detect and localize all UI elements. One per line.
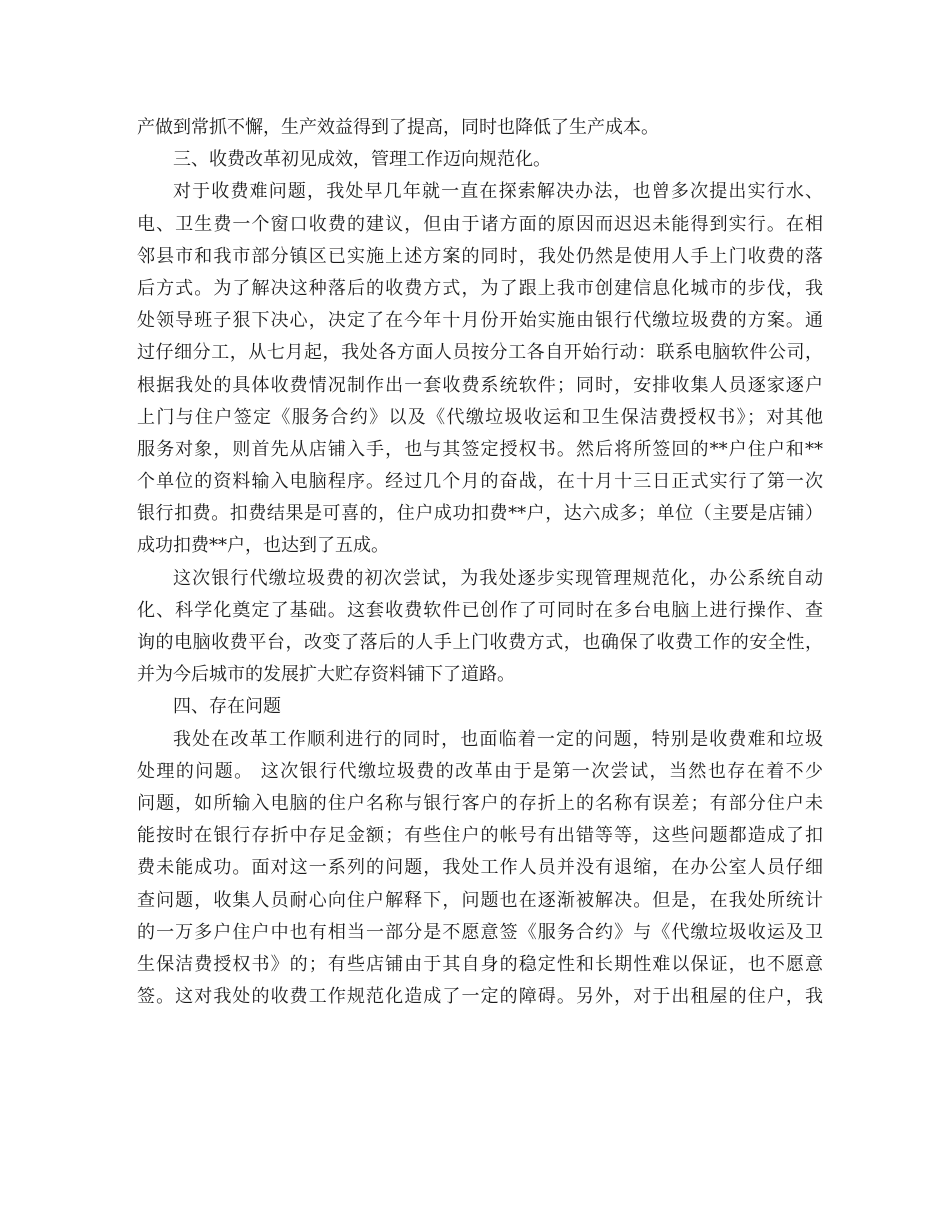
section-heading: 三、收费改革初见成效，管理工作迈向规范化。 — [173, 149, 551, 171]
text-line: 服务对象，则首先从店铺入手，也与其签定授权书。然后将所签回的**户住户和** — [137, 438, 823, 460]
text-line: 并为今后城市的发展扩大贮存资料铺下了道路。 — [137, 664, 515, 686]
text-line: 处理的问题。 这次银行代缴垃圾费的改革由于是第一次尝试，当然也存在着不少 — [137, 760, 823, 782]
text-line: 的一万多户住户中也有相当一部分是不愿意签《服务合约》与《代缴垃圾收运及卫 — [137, 921, 823, 943]
text-line: 电、卫生费一个窗口收费的建议，但由于诸方面的原因而迟迟未能得到实行。在相 — [137, 213, 823, 235]
text-line: 银行扣费。扣费结果是可喜的，住户成功扣费**户，达六成多；单位（主要是店铺） — [137, 503, 823, 525]
text-line: 查问题，收集人员耐心向住户解释下，问题也在逐渐被解决。但是，在我处所统计 — [137, 889, 823, 911]
text-line: 我处在改革工作顺利进行的同时，也面临着一定的问题，特别是收费难和垃圾 — [173, 728, 823, 750]
text-line: 费未能成功。面对这一系列的问题，我处工作人员并没有退缩，在办公室人员仔细 — [137, 857, 823, 879]
text-line: 成功扣费**户，也达到了五成。 — [137, 535, 389, 557]
text-line: 签。这对我处的收费工作规范化造成了一定的障碍。另外，对于出租屋的住户，我 — [137, 986, 823, 1008]
text-line: 后方式。为了解决这种落后的收费方式，为了跟上我市创建信息化城市的步伐，我 — [137, 277, 823, 299]
text-line: 邻县市和我市部分镇区已实施上述方案的同时，我处仍然是使用人手上门收费的落 — [137, 245, 823, 267]
text-line: 个单位的资料输入电脑程序。经过几个月的奋战，在十月十三日正式实行了第一次 — [137, 471, 823, 493]
text-line: 这次银行代缴垃圾费的初次尝试，为我处逐步实现管理规范化，办公系统自动 — [173, 567, 823, 589]
text-line: 上门与住户签定《服务合约》以及《代缴垃圾收运和卫生保洁费授权书》；对其他 — [137, 406, 823, 428]
document-body — [137, 112, 823, 1013]
text-line: 产做到常抓不懈，生产效益得到了提高，同时也降低了生产成本。 — [137, 117, 659, 138]
text-line: 问题，如所输入电脑的住户名称与银行客户的存折上的名称有误差；有部分住户未 — [137, 792, 823, 814]
text-line: 能按时在银行存折中存足金额；有些住户的帐号有出错等等，这些问题都造成了扣 — [137, 825, 823, 847]
text-line: 化、科学化奠定了基础。这套收费软件已创作了可同时在多台电脑上进行操作、查 — [137, 599, 823, 621]
text-line: 生保洁费授权书》的；有些店铺由于其自身的稳定性和长期性难以保证，也不愿意 — [137, 953, 823, 975]
text-line: 处领导班子狠下决心，决定了在今年十月份开始实施由银行代缴垃圾费的方案。通 — [137, 310, 823, 332]
text-line: 根据我处的具体收费情况制作出一套收费系统软件；同时，安排收集人员逐家逐户 — [137, 374, 823, 396]
text-line: 过仔细分工，从七月起，我处各方面人员按分工各自开始行动：联系电脑软件公司， — [137, 342, 823, 364]
section-heading: 四、存在问题 — [173, 696, 281, 718]
text-line: 询的电脑收费平台，改变了落后的人手上门收费方式，也确保了收费工作的安全性， — [137, 632, 823, 653]
text-line: 对于收费难问题，我处早几年就一直在探索解决办法，也曾多次提出实行水、 — [173, 181, 823, 203]
